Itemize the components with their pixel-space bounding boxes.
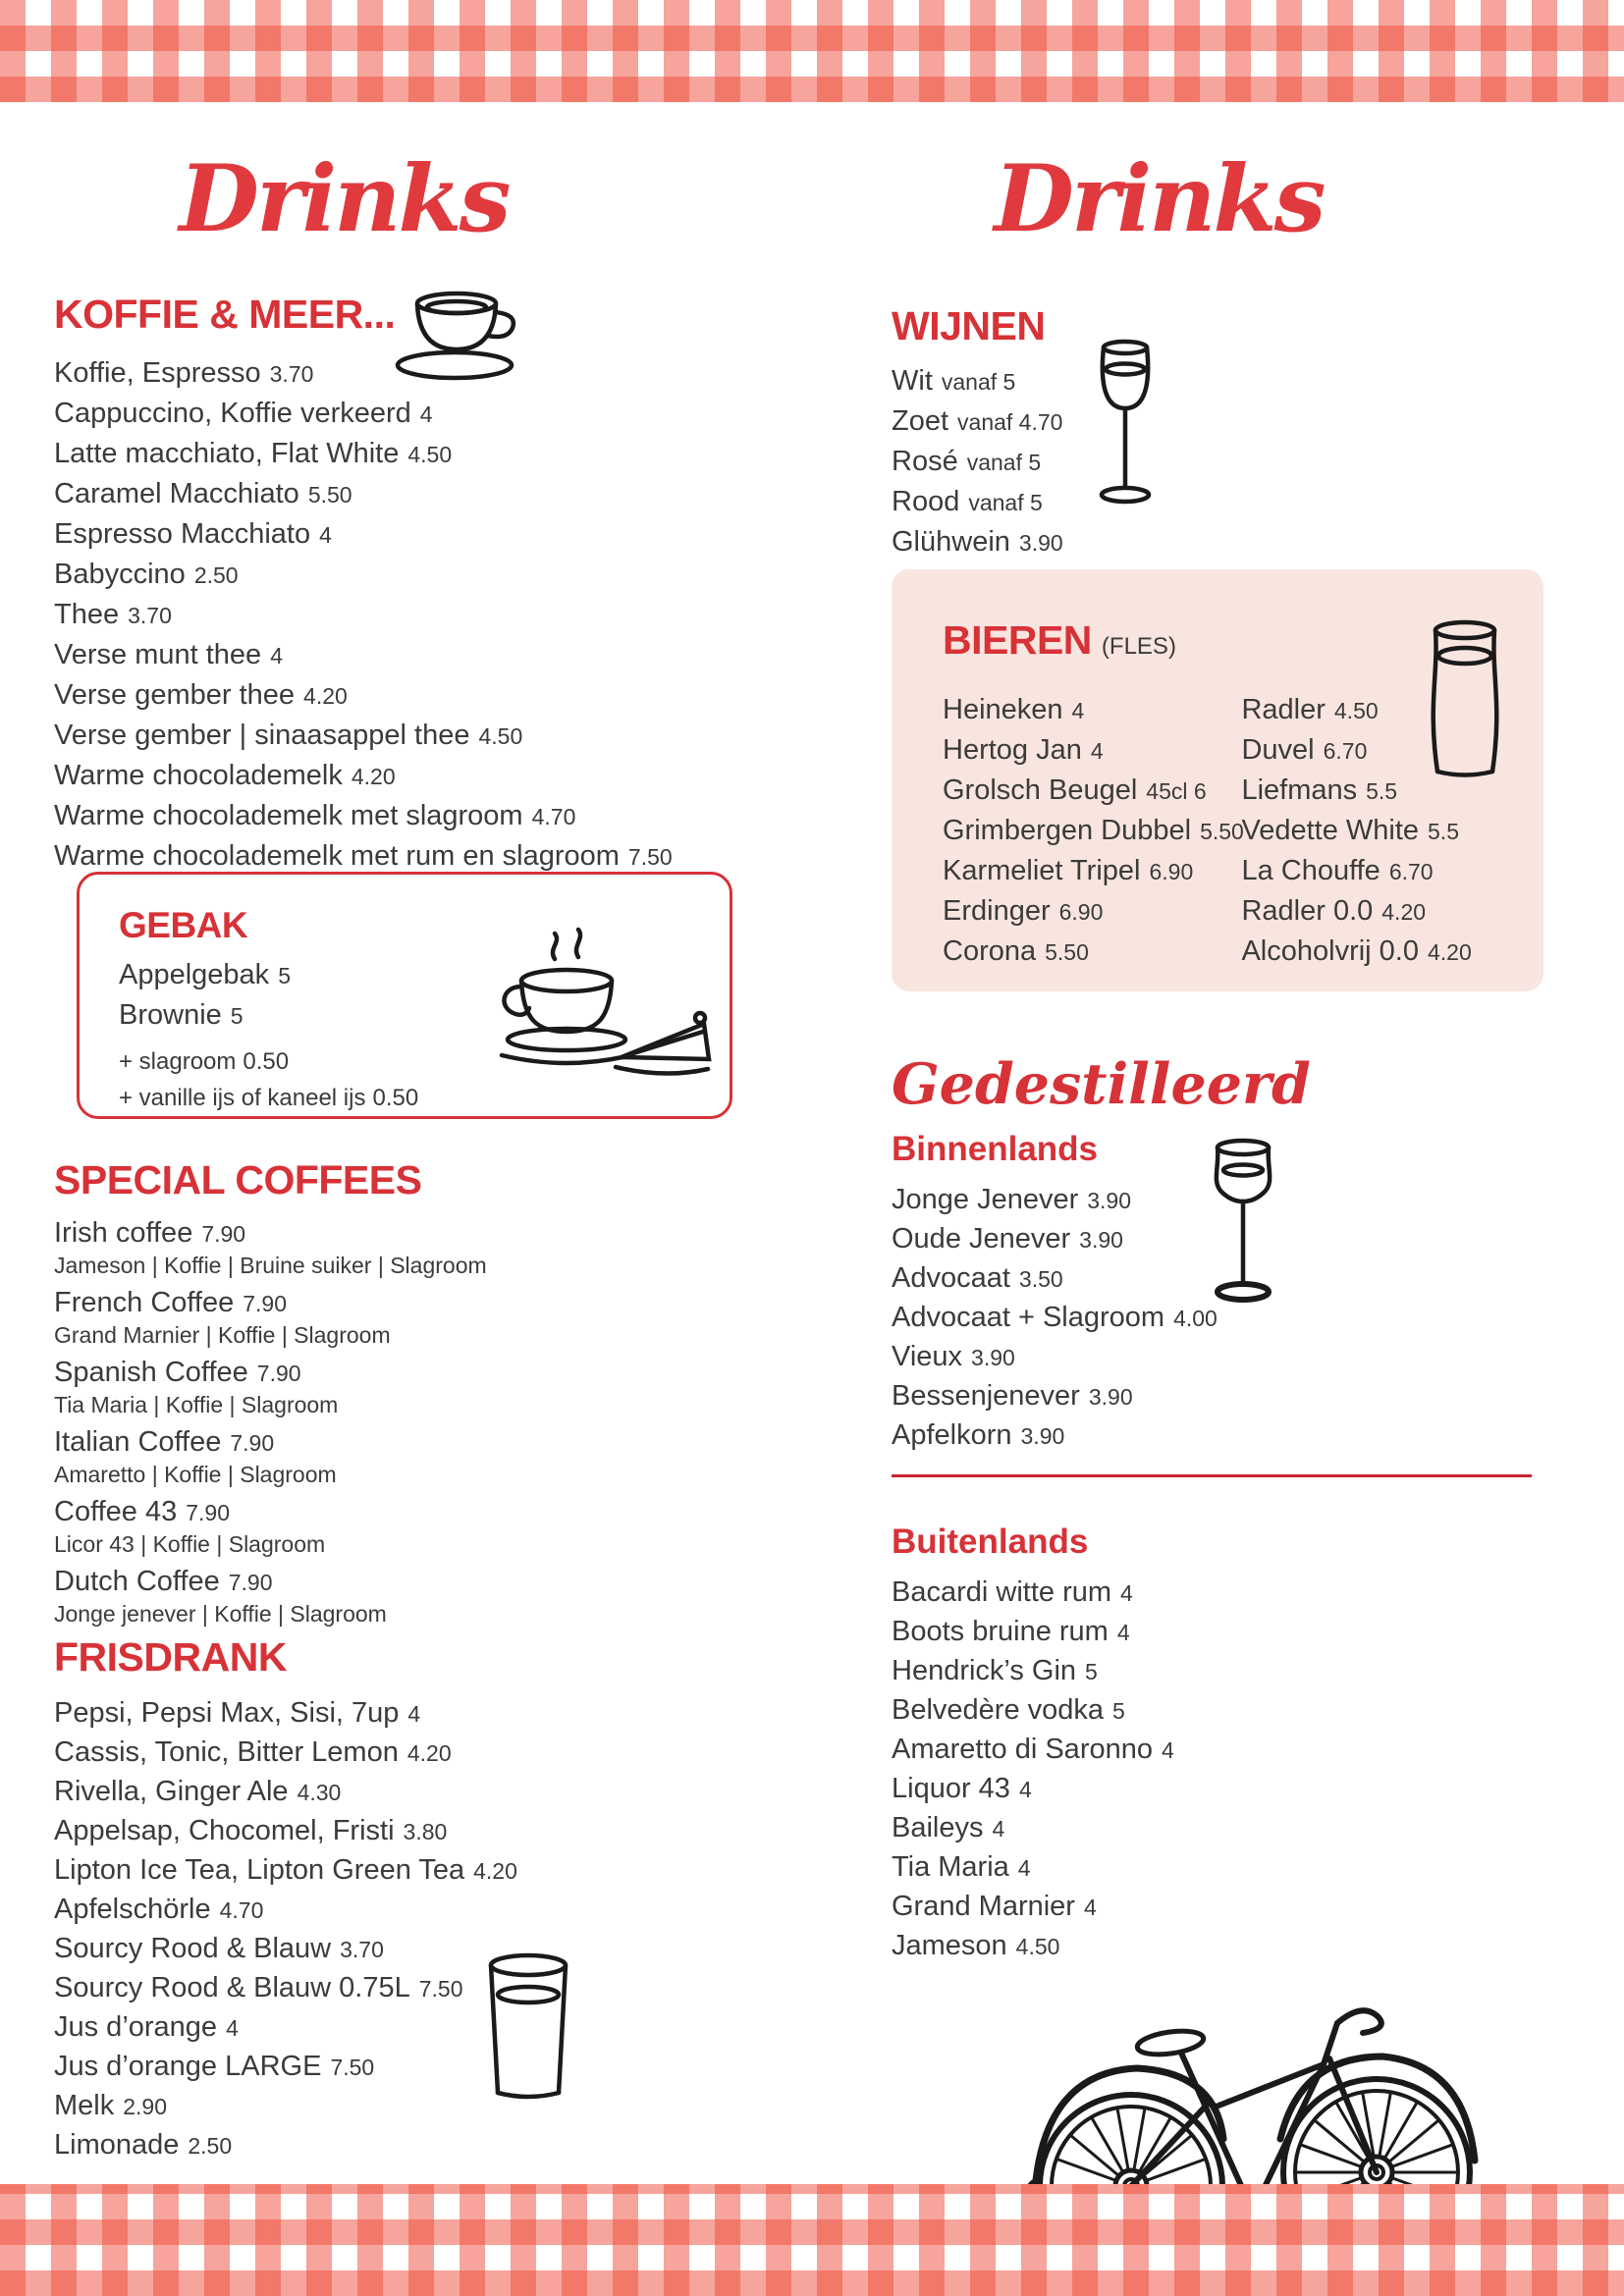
item-name: Vedette White bbox=[1241, 815, 1420, 846]
menu-item bbox=[54, 514, 741, 555]
item-price: 5 bbox=[230, 1003, 244, 1029]
wijnen-title: WIJNEN bbox=[892, 303, 1046, 348]
item-name: Cappuccino, Koffie verkeerd bbox=[54, 398, 411, 429]
item-price: 7.90 bbox=[201, 1221, 246, 1247]
menu-item bbox=[54, 2087, 741, 2126]
item-price: 5 bbox=[1112, 1698, 1125, 1724]
item-name: Alcoholvrij 0.0 bbox=[1241, 935, 1419, 967]
menu-item bbox=[54, 1287, 741, 1320]
item-name: Cassis, Tonic, Bitter Lemon bbox=[54, 1736, 399, 1768]
menu-item bbox=[892, 1574, 1333, 1613]
menu-item bbox=[54, 595, 741, 635]
menu-item bbox=[54, 1812, 741, 1851]
item-name: Koffie, Espresso bbox=[54, 357, 261, 389]
menu-item bbox=[54, 555, 741, 595]
menu-item bbox=[54, 1969, 741, 2008]
menu-item bbox=[1241, 932, 1471, 972]
item-price: 3.70 bbox=[340, 1937, 384, 1962]
item-price: 4 bbox=[992, 1816, 1005, 1842]
item-price: 45cl 6 bbox=[1146, 778, 1207, 804]
buitenlands-items bbox=[892, 1574, 1333, 1966]
item-price: 4.50 bbox=[407, 442, 453, 467]
menu-item bbox=[54, 434, 741, 474]
beer-glass-icon bbox=[1424, 618, 1506, 785]
koffie-section bbox=[54, 291, 741, 877]
gingham-border-bottom bbox=[0, 2184, 1624, 2296]
special-coffees-title: SPECIAL COFFEES bbox=[54, 1157, 422, 1202]
item-name: Verse gember thee bbox=[54, 679, 296, 711]
item-name: Baileys bbox=[892, 1812, 984, 1843]
menu-item bbox=[54, 1891, 741, 1930]
item-name: Sourcy Rood & Blauw 0.75L bbox=[54, 1972, 410, 2003]
drinking-glass-icon bbox=[478, 1951, 578, 2107]
item-price: 4 bbox=[270, 643, 283, 668]
item-name: Wit bbox=[892, 365, 933, 397]
koffie-title: KOFFIE & MEER... bbox=[54, 292, 396, 337]
item-price: 5.5 bbox=[1366, 778, 1398, 804]
item-name: Grimbergen Dubbel bbox=[943, 815, 1192, 846]
item-name: Warme chocolademelk met rum en slagroom bbox=[54, 840, 620, 872]
menu-item bbox=[54, 1734, 741, 1773]
buitenlands-title: Buitenlands bbox=[892, 1522, 1089, 1561]
menu-item bbox=[943, 932, 1237, 972]
menu-item-group bbox=[54, 1357, 741, 1420]
item-name: Jameson bbox=[892, 1930, 1007, 1961]
item-price: 3.90 bbox=[1087, 1188, 1132, 1213]
menu-item bbox=[54, 635, 741, 675]
menu-item bbox=[892, 1613, 1333, 1652]
item-price: 3.50 bbox=[1018, 1266, 1063, 1292]
bieren-subtitle: (FLES) bbox=[1101, 633, 1176, 660]
menu-item bbox=[1241, 851, 1471, 891]
special-coffees-items bbox=[54, 1217, 741, 1629]
menu-item bbox=[892, 1377, 1333, 1416]
item-price: 5.50 bbox=[1045, 939, 1089, 965]
item-name: Erdinger bbox=[943, 895, 1051, 927]
menu-item bbox=[54, 474, 741, 514]
item-name: Karmeliet Tripel bbox=[943, 855, 1141, 886]
menu-item bbox=[54, 1773, 741, 1812]
item-price: 3.90 bbox=[1018, 530, 1063, 556]
item-price: 4.20 bbox=[351, 764, 396, 789]
item-price: 2.50 bbox=[188, 2133, 233, 2159]
item-name: Corona bbox=[943, 935, 1037, 967]
item-name: Bacardi witte rum bbox=[892, 1576, 1112, 1608]
item-name: + vanille ijs of kaneel ijs bbox=[119, 1085, 366, 1111]
item-price: 6.70 bbox=[1388, 859, 1434, 884]
menu-item bbox=[54, 1930, 741, 1969]
item-price: vanaf 5 bbox=[966, 450, 1042, 475]
item-price: 3.90 bbox=[1020, 1423, 1065, 1449]
menu-item bbox=[54, 1496, 741, 1529]
item-name: Grolsch Beugel bbox=[943, 774, 1138, 806]
item-name: Apfelschörle bbox=[54, 1894, 211, 1925]
item-name: Rood bbox=[892, 486, 960, 517]
item-name: Tia Maria bbox=[892, 1851, 1009, 1883]
item-price: 4.70 bbox=[531, 804, 576, 829]
menu-item bbox=[54, 796, 741, 836]
item-name: Brownie bbox=[119, 999, 222, 1031]
item-name: La Chouffe bbox=[1241, 855, 1380, 886]
item-price: 4.20 bbox=[1427, 939, 1472, 965]
item-name: Rivella, Ginger Ale bbox=[54, 1776, 289, 1807]
item-price: 3.90 bbox=[971, 1345, 1015, 1370]
item-price: 4 bbox=[407, 1701, 421, 1727]
item-name: Advocaat bbox=[892, 1262, 1010, 1294]
item-price: 4.20 bbox=[473, 1858, 517, 1884]
bieren-title-text: BIEREN bbox=[943, 617, 1092, 663]
item-price: 4.50 bbox=[478, 723, 523, 749]
item-name: Boots bruine rum bbox=[892, 1616, 1109, 1647]
item-name: Spanish Coffee bbox=[54, 1357, 248, 1388]
item-name: Warme chocolademelk met slagroom bbox=[54, 800, 523, 831]
menu-item bbox=[54, 1851, 741, 1891]
menu-item bbox=[892, 1652, 1333, 1691]
menu-item-group bbox=[54, 1426, 741, 1490]
item-name: Vieux bbox=[892, 1341, 963, 1372]
item-price: 4 bbox=[1116, 1620, 1130, 1645]
item-name: Hendrick’s Gin bbox=[892, 1655, 1077, 1686]
bieren-box bbox=[892, 569, 1543, 991]
frisdrank-items bbox=[54, 1694, 741, 2165]
item-name: Grand Marnier bbox=[892, 1891, 1075, 1922]
item-price: 4.20 bbox=[406, 1740, 452, 1766]
menu-item bbox=[943, 771, 1237, 811]
menu-item bbox=[943, 811, 1244, 851]
item-price: 3.90 bbox=[1079, 1227, 1123, 1253]
item-name: Dutch Coffee bbox=[54, 1566, 220, 1597]
menu-item bbox=[54, 394, 741, 434]
item-name: Latte macchiato, Flat White bbox=[54, 438, 400, 469]
gingham-border-top bbox=[0, 0, 1624, 102]
item-name: Radler bbox=[1241, 694, 1326, 725]
item-price: 4.50 bbox=[1333, 698, 1379, 723]
item-name: Italian Coffee bbox=[54, 1426, 222, 1458]
item-price: 5.50 bbox=[307, 482, 352, 507]
item-name: Caramel Macchiato bbox=[54, 478, 299, 509]
item-name: Appelsap, Chocomel, Fristi bbox=[54, 1815, 395, 1846]
menu-item bbox=[54, 1217, 741, 1251]
item-name: Jonge Jenever bbox=[892, 1184, 1079, 1215]
section-divider bbox=[892, 1474, 1532, 1477]
special-coffees-section bbox=[54, 1156, 741, 1635]
item-price: 4 bbox=[1090, 738, 1104, 764]
item-ingredients: Jameson | Koffie | Bruine suiker | Slagroom bbox=[54, 1253, 487, 1278]
item-name: Oude Jenever bbox=[892, 1223, 1071, 1255]
tulip-glass-icon bbox=[1200, 1135, 1286, 1333]
bieren-column-1 bbox=[943, 690, 1244, 972]
item-name: Lipton Ice Tea, Lipton Green Tea bbox=[54, 1854, 465, 1886]
item-price: 5 bbox=[1085, 1659, 1098, 1684]
menu-item bbox=[892, 1338, 1333, 1377]
koffie-items bbox=[54, 353, 741, 877]
item-name: Rosé bbox=[892, 446, 958, 477]
menu-item bbox=[54, 716, 741, 756]
buitenlands-section bbox=[892, 1522, 1333, 1966]
menu-item bbox=[892, 1416, 1333, 1456]
item-name: Amaretto di Saronno bbox=[892, 1734, 1153, 1765]
item-name: Liquor 43 bbox=[892, 1773, 1010, 1804]
menu-item bbox=[892, 1888, 1333, 1927]
item-price: 7.90 bbox=[256, 1361, 301, 1386]
item-name: Belvedère vodka bbox=[892, 1694, 1105, 1726]
item-price: 7.50 bbox=[418, 1976, 463, 2002]
item-price: 4.20 bbox=[1381, 899, 1427, 925]
item-price: vanaf 5 bbox=[968, 490, 1043, 515]
item-price: 4 bbox=[1018, 1777, 1032, 1802]
item-ingredients: Grand Marnier | Koffie | Slagroom bbox=[54, 1322, 391, 1348]
item-price: vanaf 5 bbox=[941, 369, 1016, 395]
coffee-cup-icon bbox=[378, 277, 535, 387]
item-name: + slagroom bbox=[119, 1048, 237, 1075]
item-price: 5 bbox=[278, 963, 291, 988]
menu-item bbox=[892, 1809, 1333, 1848]
item-price: vanaf 4.70 bbox=[957, 409, 1063, 435]
item-name: French Coffee bbox=[54, 1287, 235, 1318]
item-name: Verse gember | sinaasappel thee bbox=[54, 720, 470, 751]
frisdrank-section bbox=[54, 1633, 741, 2165]
frisdrank-title: FRISDRANK bbox=[54, 1634, 287, 1680]
menu-item bbox=[1241, 891, 1471, 932]
menu-item bbox=[54, 2126, 741, 2165]
item-price: 3.80 bbox=[403, 1819, 448, 1844]
menu-item bbox=[943, 730, 1237, 771]
menu-item-group bbox=[54, 1217, 741, 1281]
menu-item bbox=[54, 1426, 741, 1460]
item-name: Jus d’orange bbox=[54, 2011, 218, 2043]
item-price: 4 bbox=[1120, 1580, 1133, 1606]
menu-item bbox=[54, 1694, 741, 1734]
menu-item bbox=[54, 1357, 741, 1390]
item-ingredients: Jonge jenever | Koffie | Slagroom bbox=[54, 1601, 387, 1627]
item-price: 2.50 bbox=[193, 562, 239, 588]
item-price: 7.50 bbox=[330, 2055, 375, 2080]
menu-item bbox=[943, 851, 1237, 891]
item-price: 4.50 bbox=[1015, 1934, 1060, 1959]
right-column-title: Drinks bbox=[994, 145, 1324, 253]
menu-item bbox=[1241, 811, 1471, 851]
item-ingredients: Tia Maria | Koffie | Slagroom bbox=[54, 1392, 339, 1417]
item-name: Jus d’orange LARGE bbox=[54, 2051, 322, 2082]
menu-item bbox=[54, 2048, 741, 2087]
item-price: 7.90 bbox=[243, 1291, 287, 1316]
item-name: Liefmans bbox=[1241, 774, 1358, 806]
item-name: Melk bbox=[54, 2090, 115, 2121]
menu-item bbox=[892, 1731, 1333, 1770]
item-price: 3.70 bbox=[128, 603, 172, 628]
item-price: 2.90 bbox=[123, 2094, 167, 2119]
item-price: 3.90 bbox=[1088, 1384, 1133, 1410]
item-price: 4 bbox=[319, 522, 332, 548]
item-price: 4 bbox=[1161, 1737, 1174, 1763]
item-price: 4 bbox=[1071, 698, 1085, 723]
item-price: 4.00 bbox=[1173, 1306, 1218, 1331]
menu-item bbox=[54, 836, 741, 877]
item-ingredients: Licor 43 | Koffie | Slagroom bbox=[54, 1531, 326, 1557]
menu-item-group bbox=[54, 1566, 741, 1629]
item-name: Sourcy Rood & Blauw bbox=[54, 1933, 332, 1964]
item-price: 4.70 bbox=[219, 1897, 264, 1923]
menu-item bbox=[54, 675, 741, 716]
item-name: Appelgebak bbox=[119, 959, 270, 990]
item-ingredients: Amaretto | Koffie | Slagroom bbox=[54, 1462, 337, 1487]
gedestilleerd-title: Gedestilleerd bbox=[892, 1051, 1311, 1117]
item-name: Bessenjenever bbox=[892, 1380, 1080, 1412]
item-price: 7.90 bbox=[230, 1430, 275, 1456]
item-name: Duvel bbox=[1241, 734, 1315, 766]
item-price: 4 bbox=[1017, 1855, 1031, 1881]
item-price: 6.90 bbox=[1149, 859, 1194, 884]
menu-item bbox=[943, 891, 1237, 932]
item-name: Babyccino bbox=[54, 559, 186, 590]
coffee-and-cake-icon bbox=[411, 918, 716, 1110]
item-price: 3.70 bbox=[269, 361, 314, 387]
item-price: 4 bbox=[419, 401, 433, 427]
item-price: 7.50 bbox=[627, 844, 673, 870]
item-price: 4.20 bbox=[303, 683, 348, 709]
item-price: 5.5 bbox=[1428, 819, 1459, 844]
menu-item bbox=[892, 1770, 1333, 1809]
menu-item-group bbox=[54, 1287, 741, 1351]
item-name: Coffee 43 bbox=[54, 1496, 178, 1527]
item-price: 0.50 bbox=[372, 1085, 419, 1111]
item-name: Thee bbox=[54, 599, 120, 630]
item-name: Irish coffee bbox=[54, 1217, 193, 1249]
item-name: Heineken bbox=[943, 694, 1063, 725]
gebak-box bbox=[77, 872, 732, 1119]
item-price: 4 bbox=[226, 2015, 239, 2041]
menu-item bbox=[892, 1848, 1333, 1888]
item-price: 6.70 bbox=[1323, 738, 1368, 764]
menu-item bbox=[54, 756, 741, 796]
menu-item bbox=[943, 690, 1237, 730]
item-name: Zoet bbox=[892, 405, 949, 437]
item-name: Radler 0.0 bbox=[1241, 895, 1374, 927]
item-name: Limonade bbox=[54, 2129, 180, 2161]
item-price: 0.50 bbox=[243, 1048, 290, 1075]
menu-item bbox=[54, 1566, 741, 1599]
item-name: Hertog Jan bbox=[943, 734, 1082, 766]
item-price: 4 bbox=[1083, 1895, 1097, 1920]
item-name: Glühwein bbox=[892, 526, 1010, 558]
item-name: Warme chocolademelk bbox=[54, 760, 343, 791]
menu-item bbox=[54, 2008, 741, 2048]
item-name: Espresso Macchiato bbox=[54, 518, 311, 550]
menu-item-group bbox=[54, 1496, 741, 1560]
binnenlands-title: Binnenlands bbox=[892, 1130, 1099, 1168]
menu-item bbox=[892, 1691, 1333, 1731]
wine-glass-icon bbox=[1076, 334, 1174, 530]
item-name: Apfelkorn bbox=[892, 1419, 1012, 1451]
item-price: 6.90 bbox=[1058, 899, 1104, 925]
item-name: Pepsi, Pepsi Max, Sisi, 7up bbox=[54, 1697, 400, 1729]
item-price: 5.50 bbox=[1200, 819, 1244, 844]
gebak-title: GEBAK bbox=[119, 905, 248, 945]
item-price: 7.90 bbox=[186, 1500, 230, 1525]
item-name: Verse munt thee bbox=[54, 639, 262, 670]
item-name: Advocaat + Slagroom bbox=[892, 1302, 1165, 1333]
item-price: 4.30 bbox=[297, 1780, 342, 1805]
left-column-title: Drinks bbox=[179, 145, 509, 253]
item-price: 7.90 bbox=[228, 1570, 273, 1595]
